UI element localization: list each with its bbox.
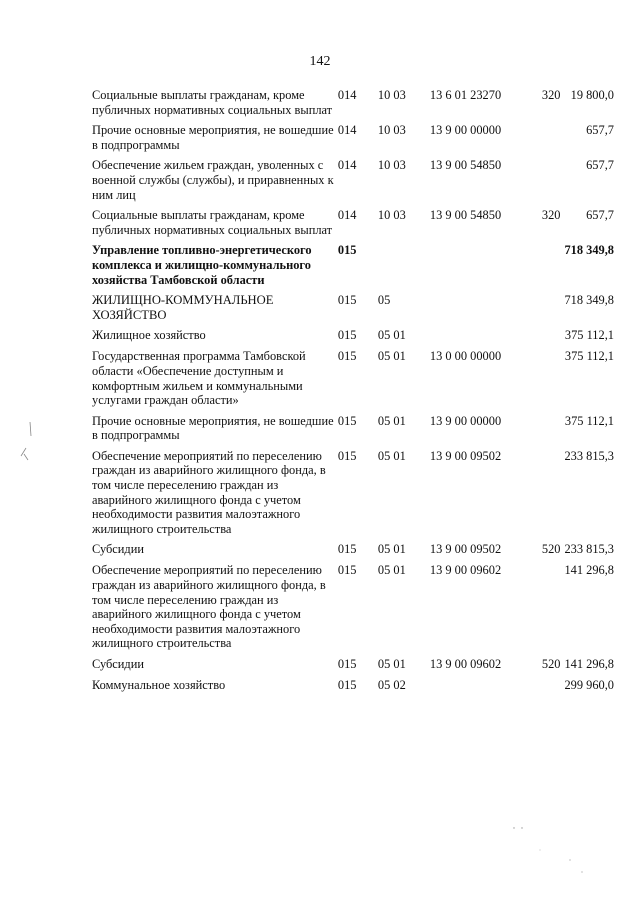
- expense-type-code: 320: [541, 208, 561, 223]
- table-row: [92, 88, 610, 117]
- admin-code: 015: [337, 293, 357, 308]
- admin-code: 015: [337, 413, 357, 428]
- amount: 19 800,0: [570, 88, 614, 102]
- row-spacer-cell: [92, 693, 610, 699]
- row-code-cell: [337, 88, 614, 117]
- row-name-cell: [92, 328, 338, 343]
- table-row: [92, 414, 610, 443]
- row-name-cell: [92, 158, 338, 202]
- admin-code: 014: [337, 123, 357, 138]
- row-name: Прочие основные мероприятия, не вошедшие в подпрограммы: [92, 123, 334, 152]
- amount: 233 815,3: [564, 542, 614, 557]
- row-name-cell: [92, 563, 338, 651]
- amount: 657,7: [586, 123, 614, 138]
- target-article-code: 13 0 00 00000: [429, 349, 502, 364]
- row-name-cell: [92, 243, 338, 287]
- section-code: 05 01: [377, 413, 406, 428]
- budget-table: [92, 88, 614, 699]
- table-row: [92, 542, 610, 557]
- row-name: Субсидии: [92, 542, 144, 557]
- section-code: 10 03: [377, 88, 406, 102]
- row-name: ЖИЛИЩНО-КОММУНАЛЬНОЕ ХОЗЯЙСТВО: [92, 293, 274, 322]
- amount: 375 112,1: [564, 328, 614, 343]
- scan-artifact-marks: [20, 420, 34, 468]
- row-name-cell: [92, 293, 338, 322]
- table-row: [92, 328, 610, 343]
- table-row: [92, 563, 610, 651]
- row-code-cell: [337, 243, 614, 287]
- row-code-cell: [337, 678, 614, 693]
- row-name: Управление топливно-энергетического комплекса и жилищно-коммунального хозяйства Тамбовской области: [92, 243, 312, 287]
- section-code: 10 03: [377, 208, 406, 223]
- admin-code: 015: [337, 678, 357, 692]
- row-code-cell: [337, 208, 614, 237]
- row-code-cell: [337, 542, 614, 557]
- row-name-cell: [92, 449, 338, 537]
- admin-code: 015: [337, 542, 357, 557]
- row-code-cell: [337, 563, 614, 651]
- row-name: Прочие основные мероприятия, не вошедшие в подпрограммы: [92, 413, 334, 443]
- amount: 718 349,8: [564, 243, 614, 258]
- row-name-cell: [92, 542, 338, 557]
- row-name: Социальные выплаты гражданам, кроме публичных нормативных социальных выплат: [92, 88, 333, 117]
- section-code: 05 01: [377, 563, 406, 578]
- admin-code: 015: [337, 448, 357, 463]
- admin-code: 014: [337, 158, 357, 173]
- row-name: Обеспечение мероприятий по переселению граждан из аварийного жилищного фонда, в том числе переселению граждан из аварийного жилищного фонда с учетом необходимости развития малоэтажного жилищного строительства: [92, 563, 326, 651]
- admin-code: 015: [337, 657, 357, 671]
- amount: 299 960,0: [564, 678, 614, 692]
- table-row: [92, 678, 610, 693]
- target-article-code: 13 9 00 54850: [429, 208, 502, 223]
- row-name: Коммунальное хозяйство: [92, 678, 226, 692]
- admin-code: 014: [337, 208, 357, 223]
- admin-code: 014: [337, 88, 357, 102]
- row-name-cell: [92, 123, 338, 152]
- row-name: Обеспечение жильем граждан, уволенных с военной службы (службы), и приравненных к ним лиц: [92, 158, 334, 202]
- expense-type-code: 520: [541, 657, 561, 671]
- table-row: [92, 243, 610, 287]
- row-code-cell: [337, 413, 614, 443]
- target-article-code: 13 6 01 23270: [429, 88, 502, 102]
- amount: 375 112,1: [564, 413, 614, 428]
- expense-type-code: 320: [541, 88, 561, 102]
- amount: 375 112,1: [564, 349, 614, 364]
- target-article-code: 13 9 00 09502: [429, 448, 502, 463]
- row-name: Государственная программа Тамбовской области «Обеспечение доступным и комфортным жильем и коммунальными услугами граждан области»: [92, 349, 306, 408]
- row-name: Обеспечение мероприятий по переселению граждан из аварийного жилищного фонда, в том числе переселению граждан из аварийного жилищного фонда с учетом необходимости развития малоэтажного жилищного строительства: [92, 448, 326, 536]
- table-row: [92, 208, 610, 237]
- row-code-cell: [337, 158, 614, 202]
- target-article-code: 13 9 00 09502: [429, 542, 502, 557]
- section-code: 10 03: [377, 123, 406, 138]
- section-code: 05 02: [377, 678, 406, 692]
- table-row: [92, 123, 610, 152]
- table-row: [92, 449, 610, 537]
- row-name: Субсидии: [92, 657, 144, 671]
- section-code: 05 01: [377, 657, 406, 671]
- row-name-cell: [92, 414, 338, 443]
- row-name-cell: [92, 657, 338, 672]
- admin-code: 015: [337, 563, 357, 578]
- table-row: [92, 349, 610, 407]
- amount: 657,7: [586, 208, 614, 223]
- row-code-cell: [337, 349, 614, 407]
- row-code-cell: [337, 448, 614, 537]
- section-code: 05 01: [377, 328, 406, 343]
- admin-code: 015: [337, 243, 357, 258]
- amount: 141 296,8: [564, 563, 614, 578]
- target-article-code: 13 9 00 00000: [429, 413, 502, 428]
- table-row: [92, 158, 610, 202]
- amount: 141 296,8: [564, 657, 614, 671]
- expense-type-code: 520: [541, 542, 561, 557]
- row-name-cell: [92, 349, 338, 407]
- scan-artifact-dots: [500, 820, 600, 880]
- row-code-cell: [337, 293, 614, 322]
- target-article-code: 13 9 00 09602: [429, 563, 502, 578]
- row-name: Жилищное хозяйство: [92, 328, 206, 343]
- section-code: 05 01: [377, 448, 406, 463]
- admin-code: 015: [337, 349, 357, 364]
- section-code: 10 03: [377, 158, 406, 173]
- table-row: [92, 293, 610, 322]
- admin-code: 015: [337, 328, 357, 343]
- page-number: 142: [309, 54, 331, 69]
- row-name-cell: [92, 208, 338, 237]
- row-name-cell: [92, 88, 338, 117]
- row-name-cell: [92, 678, 338, 693]
- section-code: 05: [377, 293, 391, 308]
- amount: 657,7: [586, 158, 614, 173]
- row-code-cell: [337, 123, 614, 152]
- section-code: 05 01: [377, 542, 406, 557]
- row-code-cell: [337, 657, 614, 672]
- target-article-code: 13 9 00 00000: [429, 123, 502, 138]
- table-row: [92, 657, 610, 672]
- row-name: Социальные выплаты гражданам, кроме публичных нормативных социальных выплат: [92, 208, 333, 237]
- amount: 233 815,3: [564, 448, 614, 463]
- target-article-code: 13 9 00 54850: [429, 158, 502, 173]
- row-code-cell: [337, 328, 614, 343]
- amount: 718 349,8: [564, 293, 614, 308]
- budget-table-body: [92, 88, 614, 699]
- row-spacer: [92, 693, 610, 699]
- target-article-code: 13 9 00 09602: [429, 657, 502, 671]
- section-code: 05 01: [377, 349, 406, 364]
